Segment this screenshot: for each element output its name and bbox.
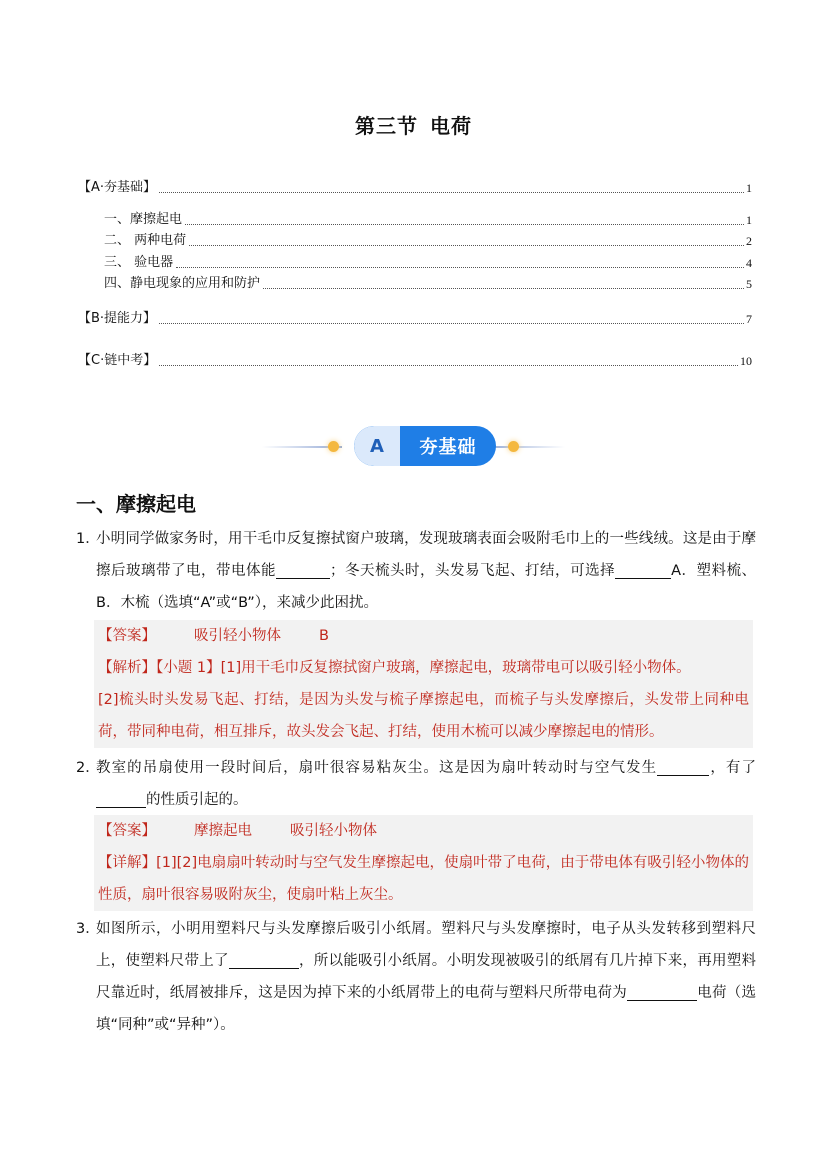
banner-dot-left <box>328 441 339 452</box>
answer-blank[interactable] <box>615 559 671 579</box>
answer-value: 摩擦起电 <box>194 823 252 839</box>
banner-pill <box>354 426 496 466</box>
toc-item[interactable] <box>104 212 752 228</box>
answer-value: 吸引轻小物体 <box>290 823 377 839</box>
question-2 <box>76 752 756 816</box>
toc-item[interactable] <box>104 276 752 292</box>
toc-item[interactable] <box>78 311 752 327</box>
toc-leader <box>159 365 738 366</box>
section-heading: 一、摩擦起电 <box>76 492 196 516</box>
toc-page: 4 <box>746 256 752 270</box>
answer-label: 【答案】 <box>98 628 156 644</box>
answer-block-2 <box>94 815 753 911</box>
section-banner <box>0 424 827 468</box>
answer-value: B <box>319 628 329 644</box>
toc-item[interactable] <box>78 353 752 369</box>
toc-leader <box>159 323 744 324</box>
toc-page: 1 <box>746 181 752 195</box>
section-number: 第三节 <box>355 114 418 138</box>
question-text: ，有了 <box>709 760 757 776</box>
toc-item[interactable] <box>104 255 752 271</box>
analysis-text: 【小题 1】[1]用干毛巾反复擦拭窗户玻璃，摩擦起电，玻璃带电可以吸引轻小物体。 <box>156 660 691 676</box>
toc-label: 【A·夯基础】 <box>78 180 157 195</box>
section-name: 电荷 <box>430 114 472 138</box>
answer-blank[interactable] <box>276 559 330 579</box>
question-3 <box>76 913 756 1041</box>
toc-leader <box>263 288 744 289</box>
question-text: 的性质引起的。 <box>146 792 248 808</box>
toc-page: 1 <box>746 213 752 227</box>
toc-label: 四、静电现象的应用和防护 <box>104 276 261 291</box>
question-text: 小明同学做家务时，用干毛巾反复擦拭窗户玻璃，发现玻璃表面会吸附毛巾上的一些线绒。这是由于摩擦后玻璃带了电，带电体能 <box>96 531 756 579</box>
question-text: 如图所示，小明用塑料尺与头发摩擦后吸引小纸屑。塑料尺与头发摩擦时，电子从头发转移到塑料尺上，使塑料尺带上了 <box>96 921 756 969</box>
question-text: ；冬天梳头时，头发易飞起、打结，可选择 <box>330 563 616 579</box>
question-number: 1． <box>76 531 100 547</box>
question-text: A．塑料梳、B．木梳（选填“A”或“B”），来减少此困扰。 <box>96 563 757 611</box>
analysis-text: [2]梳头时头发易飞起、打结，是因为头发与梳子摩擦起电，而梳子与头发摩擦后，头发带上同种电荷，带同种电荷，相互排斥，故头发会飞起、打结，使用木梳可以减少摩擦起电的情形。 <box>98 692 749 740</box>
answer-block-1 <box>94 620 753 748</box>
toc-item[interactable] <box>78 180 752 196</box>
toc-label: 一、摩擦起电 <box>104 212 183 227</box>
question-number: 2． <box>76 760 100 776</box>
banner-letter: A <box>354 426 400 466</box>
toc-label: 【B·提能力】 <box>78 311 157 326</box>
answer-value: 吸引轻小物体 <box>194 628 281 644</box>
toc-page: 5 <box>746 277 752 291</box>
toc-label: 二、 两种电荷 <box>104 233 187 248</box>
question-text: ，所以能吸引小纸屑。小明发现被吸引的纸屑有几片掉下来，再用塑料尺靠近时，纸屑被排斥，这是因为掉下来的小纸屑带上的电荷与塑料尺所带电荷为 <box>96 953 756 1001</box>
detail-text: [1][2]电扇扇叶转动时与空气发生摩擦起电，使扇叶带了电荷，由于带电体有吸引轻小物体的性质，扇叶很容易吸附灰尘，使扇叶粘上灰尘。 <box>98 855 750 903</box>
question-text: 电荷（选填“同种”或“异种”）。 <box>96 985 756 1033</box>
toc-leader <box>159 192 744 193</box>
answer-blank[interactable] <box>627 981 697 1001</box>
toc-page: 10 <box>740 354 752 368</box>
toc-label: 三、 验电器 <box>104 255 174 270</box>
answer-blank[interactable] <box>96 788 146 808</box>
banner-text: 夯基础 <box>419 437 477 458</box>
toc-leader <box>189 245 744 246</box>
toc-leader <box>176 267 744 268</box>
banner-line-right <box>485 446 565 448</box>
toc-item[interactable] <box>104 233 752 249</box>
banner-dot-right <box>508 441 519 452</box>
answer-blank[interactable] <box>229 949 299 969</box>
analysis-label: 【解析】 <box>98 660 156 676</box>
toc-leader <box>185 224 744 225</box>
question-1 <box>76 523 756 619</box>
question-number: 3． <box>76 921 100 937</box>
page-title <box>0 110 827 139</box>
toc-label: 【C·链中考】 <box>78 353 157 368</box>
answer-label: 【答案】 <box>98 823 156 839</box>
detail-label: 【详解】 <box>98 855 157 871</box>
answer-blank[interactable] <box>657 756 709 776</box>
toc-page: 7 <box>746 312 752 326</box>
toc-page: 2 <box>746 234 752 248</box>
question-text: 教室的吊扇使用一段时间后，扇叶很容易粘灰尘。这是因为扇叶转动时与空气发生 <box>96 760 658 776</box>
